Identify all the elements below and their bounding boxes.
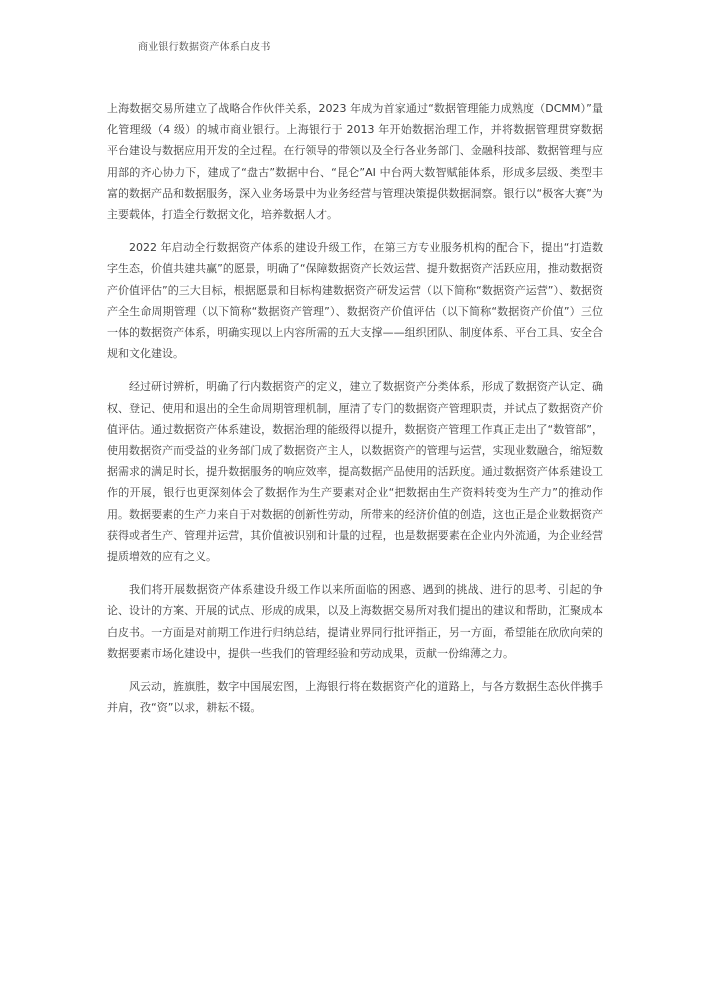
paragraph-4: 我们将开展数据资产体系建设升级工作以来所面临的困惑、遇到的挑战、进行的思考、引起的争论、设计的方案、开展的试点、形成的成果，以及上海数据交易所对我们提出的建议和帮助，汇聚成本白皮书。一方面是对前期工作进行归纳总结，提请业界同行批评指正，另一方面，希望能在欣欣向荣的数据要素市场化建设中，提供一些我们的管理经验和劳动成果，贡献一份绵薄之力。 (107, 583, 603, 660)
paragraph-1: 上海数据交易所建立了战略合作伙伴关系，2023 年成为首家通过“数据管理能力成熟度（DCMM）”量化管理级（4 级）的城市商业银行。上海银行于 2013 年开始数据治理工作，并将数据管理贯穿数据平台建设与数据应用开发的全过程。在行领导的带领以及全行各业务部门、金融科技部、数据管理与应用部的齐心协力下，建成了“盘古”数据中台、“昆仑”AI 中台两大数智赋能体系，形成多层级、类型丰富的数据产品和数据服务，深入业务场景中为业务经营与管理决策提供数据洞察。银行以“极客大赛”为主要载体，打造全行数据文化，培养数据人才。 (107, 102, 603, 222)
paragraph-2: 2022 年启动全行数据资产体系的建设升级工作，在第三方专业服务机构的配合下，提出“打造数字生态，价值共建共赢”的愿景，明确了“保障数据资产长效运营、提升数据资产活跃应用，推动数据资产价值评估”的三大目标，根据愿景和目标构建数据资产研发运营（以下简称“数据资产运营”）、数据资产全生命周期管理（以下简称“数据资产管理”）、数据资产价值评估（以下简称“数据资产价值”）三位一体的数据资产体系，明确实现以上内容所需的五大支撑——组织团队、制度体系、平台工具、安全合规和文化建设。 (107, 241, 603, 361)
paragraph-5: 风云动，旌旗胜，数字中国展宏图，上海银行将在数据资产化的道路上，与各方数据生态伙伴携手并肩，孜“资”以求，耕耘不辍。 (107, 680, 603, 715)
running-header-title: 商业银行数据资产体系白皮书 (138, 42, 271, 53)
body-text (107, 98, 603, 730)
paragraph-3: 经过研讨辨析，明确了行内数据资产的定义，建立了数据资产分类体系，形成了数据资产认定、确权、登记、使用和退出的全生命周期管理机制，厘清了专门的数据资产管理职责，并试点了数据资产价值评估。通过数据资产体系建设，数据治理的能级得以提升，数据资产管理工作真正走出了“数管部”，使用数据资产而受益的业务部门成了数据资产主人，以数据资产的管理与运营，实现业数融合，缩短数据需求的满足时长，提升数据服务的响应效率，提高数据产品使用的活跃度。通过数据资产体系建设工作的开展，银行也更深刻体会了数据作为生产要素对企业“把数据由生产资料转变为生产力”的推动作用。数据要素的生产力来自于对数据的创新性劳动，所带来的经济价值的创造，这也正是企业数据资产获得或者生产、管理并运营，其价值被识别和计量的过程，也是数据要素在企业内外流通，为企业经营提质增效的应有之义。 (107, 380, 603, 564)
